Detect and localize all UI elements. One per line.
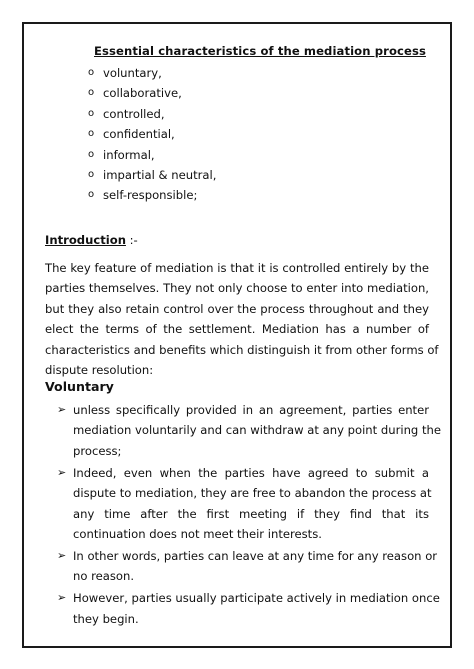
arrow-bullet-icon: ➢ [57,403,67,416]
list-item [88,127,216,147]
list-item-line: Indeed, even when the parties have agreed to submit a [73,465,429,480]
list-item [57,463,432,545]
list-item [57,400,441,461]
paragraph-line: The key feature of mediation is that it is controlled entirely by the [45,261,429,275]
list-item-line: they begin. [73,611,139,626]
list-item-text: controlled, [103,106,165,121]
paragraph-line: elect the terms of the settlement. Mediation has a number of [45,322,429,337]
list-item [88,188,216,208]
list-item-text: voluntary, [103,66,162,80]
list-item [88,107,216,127]
list-item-line: mediation voluntarily and can withdraw at any point during the [73,423,441,438]
introduction-paragraph [45,258,439,380]
list-item-line: However, parties usually participate actively in mediation once [73,591,440,606]
list-item-line: no reason. [73,569,135,584]
list-item-line: process; [73,443,122,458]
arrow-bullet-icon: ➢ [57,465,67,479]
list-item-text: collaborative, [103,86,182,101]
introduction-heading [45,233,138,247]
list-item-line: any time after the first meeting if they find that its [73,506,429,521]
document-title: Essential characteristics of the mediation process [94,44,426,58]
circle-bullet-icon: o [88,107,95,119]
list-item [88,66,216,86]
voluntary-heading: Voluntary [45,379,114,394]
circle-bullet-icon: o [88,128,95,140]
list-item-line: unless specifically provided in an agreement, parties enter [73,403,429,417]
introduction-heading-text: Introduction [45,233,126,247]
paragraph-line: characteristics and benefits which distinguish it from other forms of [45,342,439,357]
arrow-bullet-icon: ➢ [57,548,67,562]
list-item-text: confidential, [103,127,175,142]
list-item [88,148,216,168]
list-item [88,168,216,188]
circle-bullet-icon: o [88,148,95,160]
paragraph-line: parties themselves. They not only choose to enter into mediation, [45,281,429,296]
voluntary-list [57,400,441,630]
list-item [88,86,216,106]
paragraph-line: dispute resolution: [45,363,154,378]
list-item [57,588,440,629]
circle-bullet-icon: o [88,87,95,99]
list-item-line: In other words, parties can leave at any time for any reason or [73,548,438,563]
characteristics-list [88,66,216,209]
circle-bullet-icon: o [88,189,95,201]
list-item-text: impartial & neutral, [103,167,217,182]
list-item [57,546,438,587]
list-item-line: dispute to mediation, they are free to abandon the process at [73,486,432,501]
list-item-text: self-responsible; [103,188,198,203]
list-item-line: continuation does not meet their interests. [73,526,322,541]
circle-bullet-icon: o [88,67,95,78]
paragraph-line: but they also retain control over the process throughout and they [45,301,429,316]
arrow-bullet-icon: ➢ [57,591,67,605]
list-item-text: informal, [103,147,155,162]
introduction-heading-suffix: :- [125,233,138,247]
circle-bullet-icon: o [88,168,95,180]
